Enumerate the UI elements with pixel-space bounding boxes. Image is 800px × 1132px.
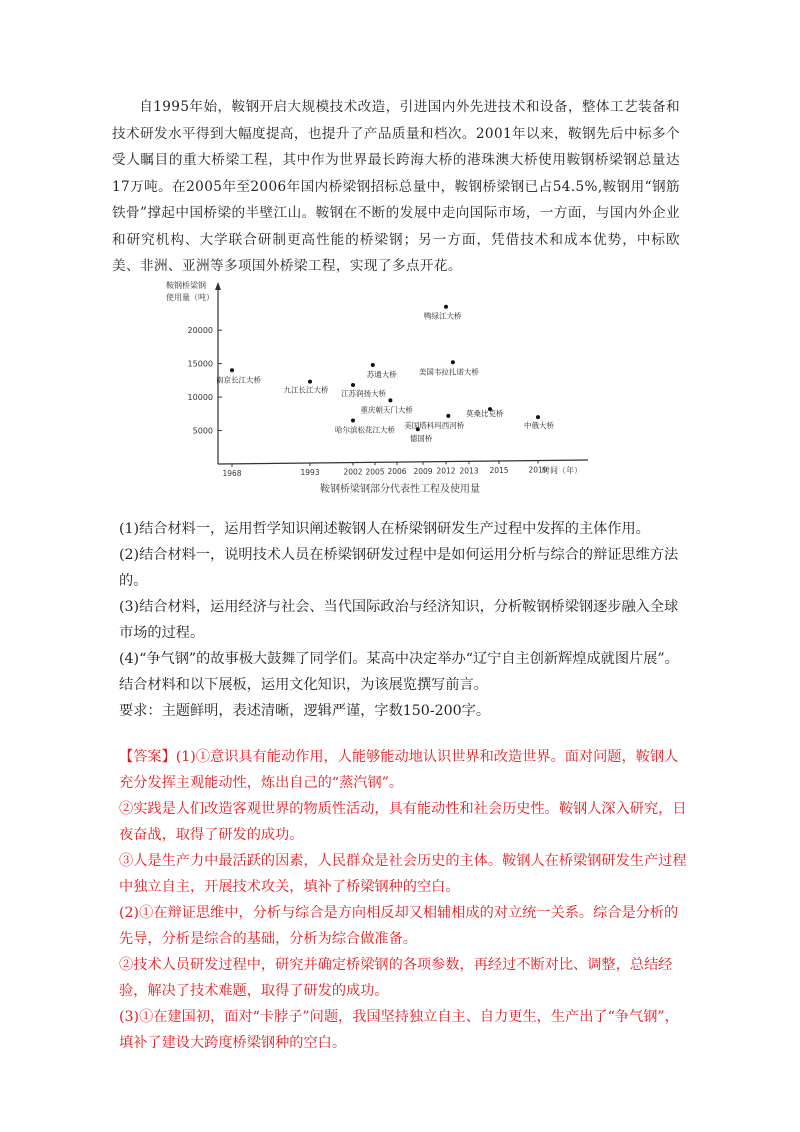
y-axis-title-line2: 使用量（吨） xyxy=(166,293,214,302)
intro-paragraph: 自1995年始，鞍钢开启大规模技术改造，引进国内外先进技术和设备，整体工艺装备和技术研发水平得到大幅度提高，也提升了产品质量和档次。2001年以来，鞍钢先后中标多个受人瞩目的重大桥梁工程，其中作为世界最长跨海大桥的港珠澳大桥使用鞍钢桥梁钢总量达17万吨。在2005年至2006年国内桥梁钢招标总量中，鞍钢桥梁钢已占54.5%,鞍钢用“钢筋铁骨”撑起中国桥梁的半壁江山。鞍钢在不断的发展中走向国际市场，一方面，与国内外企业和研究机构、大学联合研制更高性能的桥梁钢；另一方面，凭借技术和成本优势，中标欧美、非洲、亚洲等多项国外桥梁工程，实现了多点开花。 xyxy=(112,99,680,274)
data-point-label: 苏通大桥 xyxy=(366,369,397,379)
answers-section xyxy=(119,744,691,1056)
data-point-label: 中俄大桥 xyxy=(524,421,554,431)
x-axis xyxy=(218,460,588,464)
data-point xyxy=(446,414,450,418)
question-3: (3)结合材料，运用经济与社会、当代国际政治与经济知识，分析鞍钢桥梁钢逐步融入全球市场的过程。 xyxy=(119,599,679,641)
question-4: (4)“争气钢”的故事极大鼓舞了同学们。某高中决定举办“辽宁自主创新辉煌成就图片展”。结合材料和以下展板，运用文化知识，为该展览撰写前言。 xyxy=(119,651,679,693)
x-tick-label: 1968 xyxy=(222,468,242,478)
data-point-label: 美国韦拉扎诺大桥 xyxy=(418,367,479,377)
answer-1-1: 【答案】(1)①意识具有能动作用，人能够能动地认识世界和改造世界。面对问题，鞍钢人充分发挥主观能动性，炼出自己的“蒸汽钢”。 xyxy=(119,749,679,791)
data-point-label: 美国塔科玛西河桥 xyxy=(404,420,465,430)
data-point xyxy=(371,363,375,367)
chart-caption: 鞍钢桥梁钢部分代表性工程及使用量 xyxy=(320,484,480,495)
question-requirement: 要求：主题鲜明，表述清晰，逻辑严谨，字数150-200字。 xyxy=(119,703,491,719)
questions-section xyxy=(119,516,691,724)
data-point xyxy=(351,419,355,423)
data-point-label: 德国桥 xyxy=(409,434,433,444)
intro-text xyxy=(112,94,680,280)
y-axis-arrow xyxy=(215,282,221,290)
data-point xyxy=(388,398,392,402)
question-2: (2)结合材料一，说明技术人员在桥梁钢研发过程中是如何运用分析与综合的辩证思维方法的。 xyxy=(119,547,679,589)
data-point xyxy=(451,360,455,364)
y-tick-label: 5000 xyxy=(192,426,213,436)
data-point xyxy=(308,380,312,384)
x-tick-label: 2002 xyxy=(343,467,363,477)
answer-2-2: ②技术人员研发过程中，研究并确定桥梁钢的各项参数，再经过不断对比、调整，总结经验，解决了技术难题，取得了研发的成功。 xyxy=(119,957,673,999)
scatter-chart xyxy=(160,278,600,503)
data-point xyxy=(444,305,448,309)
x-tick-label: 2013 xyxy=(459,466,479,476)
x-tick-label: 2012 xyxy=(436,466,456,476)
answer-2-1: (2)①在辩证思维中，分析与综合是方向相反却又相辅相成的对立统一关系。综合是分析的先导，分析是综合的基础，分析为综合做准备。 xyxy=(119,905,679,947)
data-point-label: 莫桑比克桥 xyxy=(466,409,504,419)
y-tick-label: 15000 xyxy=(187,359,213,369)
data-point-label: 哈尔滨松花江大桥 xyxy=(335,425,395,435)
answer-1-2: ②实践是人们改造客观世界的物质性活动，具有能动性和社会历史性。鞍钢人深入研究，日夜奋战，取得了研发的成功。 xyxy=(119,801,687,843)
data-point-label: 鸭绿江大桥 xyxy=(424,311,462,321)
answer-3-1: (3)①在建国初，面对“卡脖子”问题，我国坚持独立自主、自力更生，生产出了“争气钢”，填补了建设大跨度桥梁钢种的空白。 xyxy=(119,1009,679,1051)
x-tick-label: 2009 xyxy=(413,466,433,476)
x-tick-label: 2015 xyxy=(489,465,509,475)
data-point-label: 南京长江大桥 xyxy=(216,375,261,385)
data-point xyxy=(536,415,540,419)
x-axis-title: 时间（年） xyxy=(542,466,582,475)
x-tick-label: 2006 xyxy=(387,467,407,477)
question-1: (1)结合材料一，运用哲学知识阐述鞍钢人在桥梁钢研发生产过程中发挥的主体作用。 xyxy=(119,521,650,537)
x-tick-label: 2005 xyxy=(365,467,385,477)
answer-1-3: ③人是生产力中最活跃的因素，人民群众是社会历史的主体。鞍钢人在桥梁钢研发生产过程中独立自主，开展技术攻关，填补了桥梁钢种的空白。 xyxy=(119,853,687,895)
data-point-label: 重庆朝天门大桥 xyxy=(360,405,413,415)
data-point xyxy=(351,383,355,387)
y-axis-title-line1: 鞍钢桥梁钢 xyxy=(166,281,206,290)
y-tick-label: 10000 xyxy=(187,393,213,403)
data-point xyxy=(230,368,234,372)
data-point-label: 九江长江大桥 xyxy=(283,385,329,395)
y-tick-label: 20000 xyxy=(187,326,213,336)
data-point-label: 江苏润扬大桥 xyxy=(341,389,386,399)
x-tick-label: 1993 xyxy=(300,468,320,478)
x-tick-label: 2019 xyxy=(528,465,548,475)
